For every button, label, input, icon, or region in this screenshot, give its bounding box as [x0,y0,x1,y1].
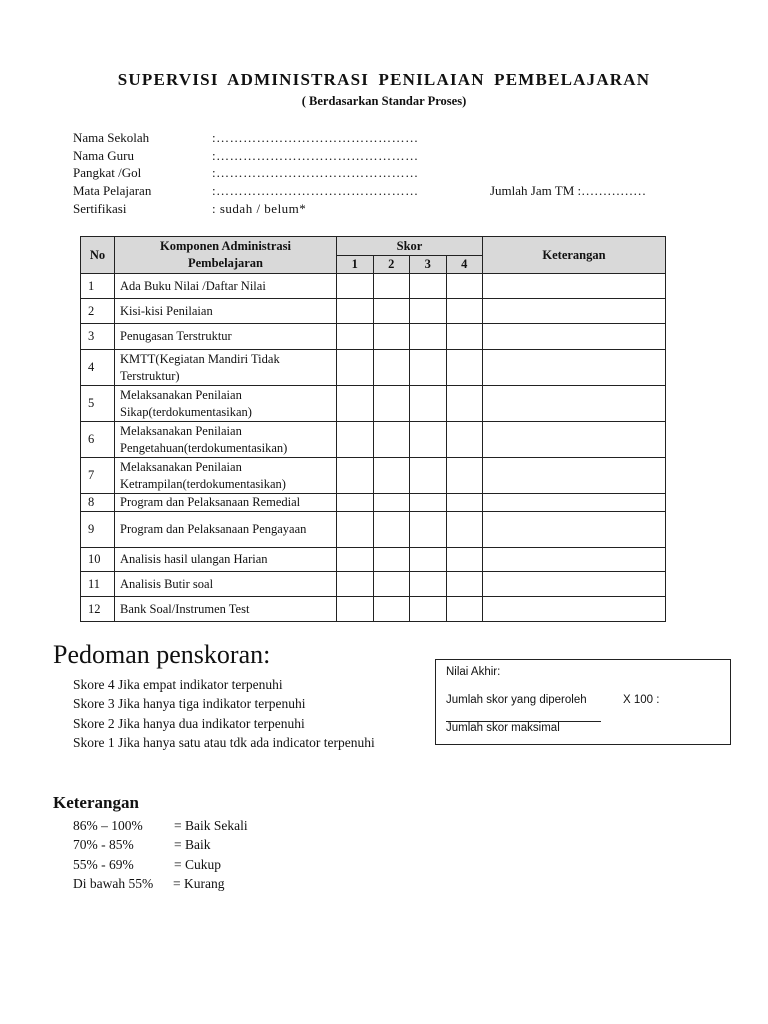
skor-1-cell[interactable] [337,274,374,299]
keterangan-cell[interactable] [483,274,666,299]
skor-1-cell[interactable] [337,597,374,622]
assessment-table [80,236,666,622]
row-number: 6 [81,422,115,458]
row-komponen: Ada Buku Nilai /Daftar Nilai [115,274,337,299]
skor-3-cell[interactable] [410,350,447,386]
table-row [81,572,666,597]
row-number: 4 [81,350,115,386]
field-jumlah-jam-tm[interactable]: Jumlah Jam TM :…………… [490,182,647,198]
table-row [81,324,666,350]
field-nama-sekolah [73,129,646,147]
skor-2-cell[interactable] [373,386,410,422]
skor-4-cell[interactable] [446,422,483,458]
skor-3-cell[interactable] [410,274,447,299]
header-komponen: Komponen Administrasi Pembelajaran [115,237,337,274]
skor-4-cell[interactable] [446,597,483,622]
table-row [81,386,666,422]
table-row [81,422,666,458]
row-number: 10 [81,548,115,572]
pedoman-item: Skore 2 Jika hanya dua indikator terpenuhi [73,715,305,731]
row-komponen: Program dan Pelaksanaan Pengayaan [115,512,337,548]
field-nama-guru [73,147,646,165]
skor-4-cell[interactable] [446,458,483,494]
keterangan-item [73,855,248,874]
skor-4-cell[interactable] [446,274,483,299]
skor-4-cell[interactable] [446,386,483,422]
skor-2-cell[interactable] [373,422,410,458]
row-komponen: Analisis Butir soal [115,572,337,597]
row-number: 7 [81,458,115,494]
field-label: Nama Guru [73,147,135,163]
skor-2-cell[interactable] [373,350,410,386]
table-row [81,274,666,299]
skor-4-cell[interactable] [446,324,483,350]
skor-1-cell[interactable] [337,299,374,324]
pedoman-list [73,675,375,753]
keterangan-cell[interactable] [483,386,666,422]
table-row [81,512,666,548]
skor-2-cell[interactable] [373,274,410,299]
table-row [81,548,666,572]
skor-4-cell[interactable] [446,494,483,512]
nilai-akhir-numerator: Jumlah skor yang diperoleh [446,694,587,706]
keterangan-list [73,816,248,894]
field-blank[interactable]: :……………………………………… [212,165,419,181]
row-number: 9 [81,512,115,548]
keterangan-cell[interactable] [483,324,666,350]
skor-1-cell[interactable] [337,350,374,386]
table-row [81,299,666,324]
row-komponen: Program dan Pelaksanaan Remedial [115,494,337,512]
keterangan-cell[interactable] [483,350,666,386]
identity-fields [73,129,646,217]
skor-1-cell[interactable] [337,386,374,422]
skor-4-cell[interactable] [446,512,483,548]
keterangan-item [73,816,248,835]
row-komponen: Penugasan Terstruktur [115,324,337,350]
header-keterangan: Keterangan [483,237,666,274]
field-label: Pangkat /Gol [73,165,142,181]
skor-3-cell[interactable] [410,512,447,548]
skor-2-cell[interactable] [373,324,410,350]
skor-4-cell[interactable] [446,299,483,324]
field-label: Nama Sekolah [73,129,150,145]
table-body [81,274,666,622]
row-komponen: Melaksanakan Penilaian Pengetahuan(terdokumentasikan) [115,422,337,458]
table-row [81,350,666,386]
skor-2-cell[interactable] [373,597,410,622]
keterangan-label: = Baik [174,837,211,853]
skor-1-cell[interactable] [337,494,374,512]
skor-3-cell[interactable] [410,494,447,512]
skor-1-cell[interactable] [337,548,374,572]
skor-3-cell[interactable] [410,299,447,324]
row-komponen: Kisi-kisi Penilaian [115,299,337,324]
skor-1-cell[interactable] [337,512,374,548]
row-number: 8 [81,494,115,512]
skor-3-cell[interactable] [410,458,447,494]
skor-3-cell[interactable] [410,597,447,622]
keterangan-cell[interactable] [483,548,666,572]
skor-3-cell[interactable] [410,422,447,458]
row-number: 11 [81,572,115,597]
row-number: 5 [81,386,115,422]
nilai-akhir-denominator: Jumlah skor maksimal [446,722,560,734]
row-komponen: Melaksanakan Penilaian Sikap(terdokumentasikan) [115,386,337,422]
row-komponen: KMTT(Kegiatan Mandiri Tidak Terstruktur) [115,350,337,386]
table-row [81,494,666,512]
header-no: No [81,237,115,274]
skor-4-cell[interactable] [446,548,483,572]
keterangan-range: Di bawah 55% [73,876,154,892]
field-label: Mata Pelajaran [73,182,152,198]
field-choice[interactable]: : sudah / belum* [212,200,307,216]
field-blank[interactable]: :……………………………………… [212,182,419,198]
skor-4-cell[interactable] [446,350,483,386]
header-skor-4: 4 [446,256,483,274]
skor-1-cell[interactable] [337,572,374,597]
nilai-akhir-title: Nilai Akhir: [446,666,501,678]
header-skor-1: 1 [337,256,374,274]
skor-1-cell[interactable] [337,458,374,494]
row-komponen: Melaksanakan Penilaian Ketrampilan(terdokumentasikan) [115,458,337,494]
skor-1-cell[interactable] [337,422,374,458]
document-subtitle: ( Berdasarkan Standar Proses) [301,94,467,108]
table-row [81,597,666,622]
header-skor-3: 3 [410,256,447,274]
skor-2-cell[interactable] [373,548,410,572]
skor-2-cell[interactable] [373,299,410,324]
keterangan-item [73,835,248,854]
keterangan-range: 70% - 85% [73,837,134,853]
field-sertifikasi [73,200,646,218]
field-pangkat-gol [73,164,646,182]
skor-1-cell[interactable] [337,324,374,350]
field-blank[interactable]: :……………………………………… [212,129,419,145]
keterangan-title: Keterangan [53,793,139,812]
skor-3-cell[interactable] [410,386,447,422]
row-number: 2 [81,299,115,324]
skor-2-cell[interactable] [373,494,410,512]
keterangan-label: = Cukup [174,856,221,872]
keterangan-range: 86% – 100% [73,818,143,833]
row-number: 3 [81,324,115,350]
pedoman-item: Skore 4 Jika empat indikator terpenuhi [73,677,283,692]
header-skor-2: 2 [373,256,410,274]
skor-3-cell[interactable] [410,324,447,350]
keterangan-cell[interactable] [483,299,666,324]
document-title: SUPERVISI ADMINISTRASI PENILAIAN PEMBELAJARAN [117,70,651,89]
pedoman-title: Pedoman penskoran: [53,640,271,669]
keterangan-cell[interactable] [483,597,666,622]
field-label: Sertifikasi [73,200,127,216]
keterangan-cell[interactable] [483,494,666,512]
row-number: 12 [81,597,115,622]
keterangan-cell[interactable] [483,512,666,548]
skor-2-cell[interactable] [373,458,410,494]
table-row [81,458,666,494]
nilai-akhir-multiplier: X 100 : [623,694,660,706]
keterangan-label: = Kurang [173,876,225,892]
keterangan-cell[interactable] [483,422,666,458]
pedoman-item: Skore 3 Jika hanya tiga indikator terpenuhi [73,696,306,712]
skor-2-cell[interactable] [373,572,410,597]
skor-2-cell[interactable] [373,512,410,548]
row-komponen: Bank Soal/Instrumen Test [115,597,337,622]
header-skor: Skor [337,237,483,256]
skor-4-cell[interactable] [446,572,483,597]
field-mata-pelajaran [73,182,646,200]
keterangan-item [73,874,248,893]
row-number: 1 [81,274,115,299]
keterangan-label: = Baik Sekali [174,818,248,833]
keterangan-cell[interactable] [483,458,666,494]
skor-3-cell[interactable] [410,548,447,572]
skor-3-cell[interactable] [410,572,447,597]
keterangan-cell[interactable] [483,572,666,597]
row-komponen: Analisis hasil ulangan Harian [115,548,337,572]
keterangan-range: 55% - 69% [73,856,134,872]
field-blank[interactable]: :……………………………………… [212,147,419,163]
pedoman-item: Skore 1 Jika hanya satu atau tdk ada indicator terpenuhi [73,735,375,751]
nilai-akhir-box [435,659,731,745]
